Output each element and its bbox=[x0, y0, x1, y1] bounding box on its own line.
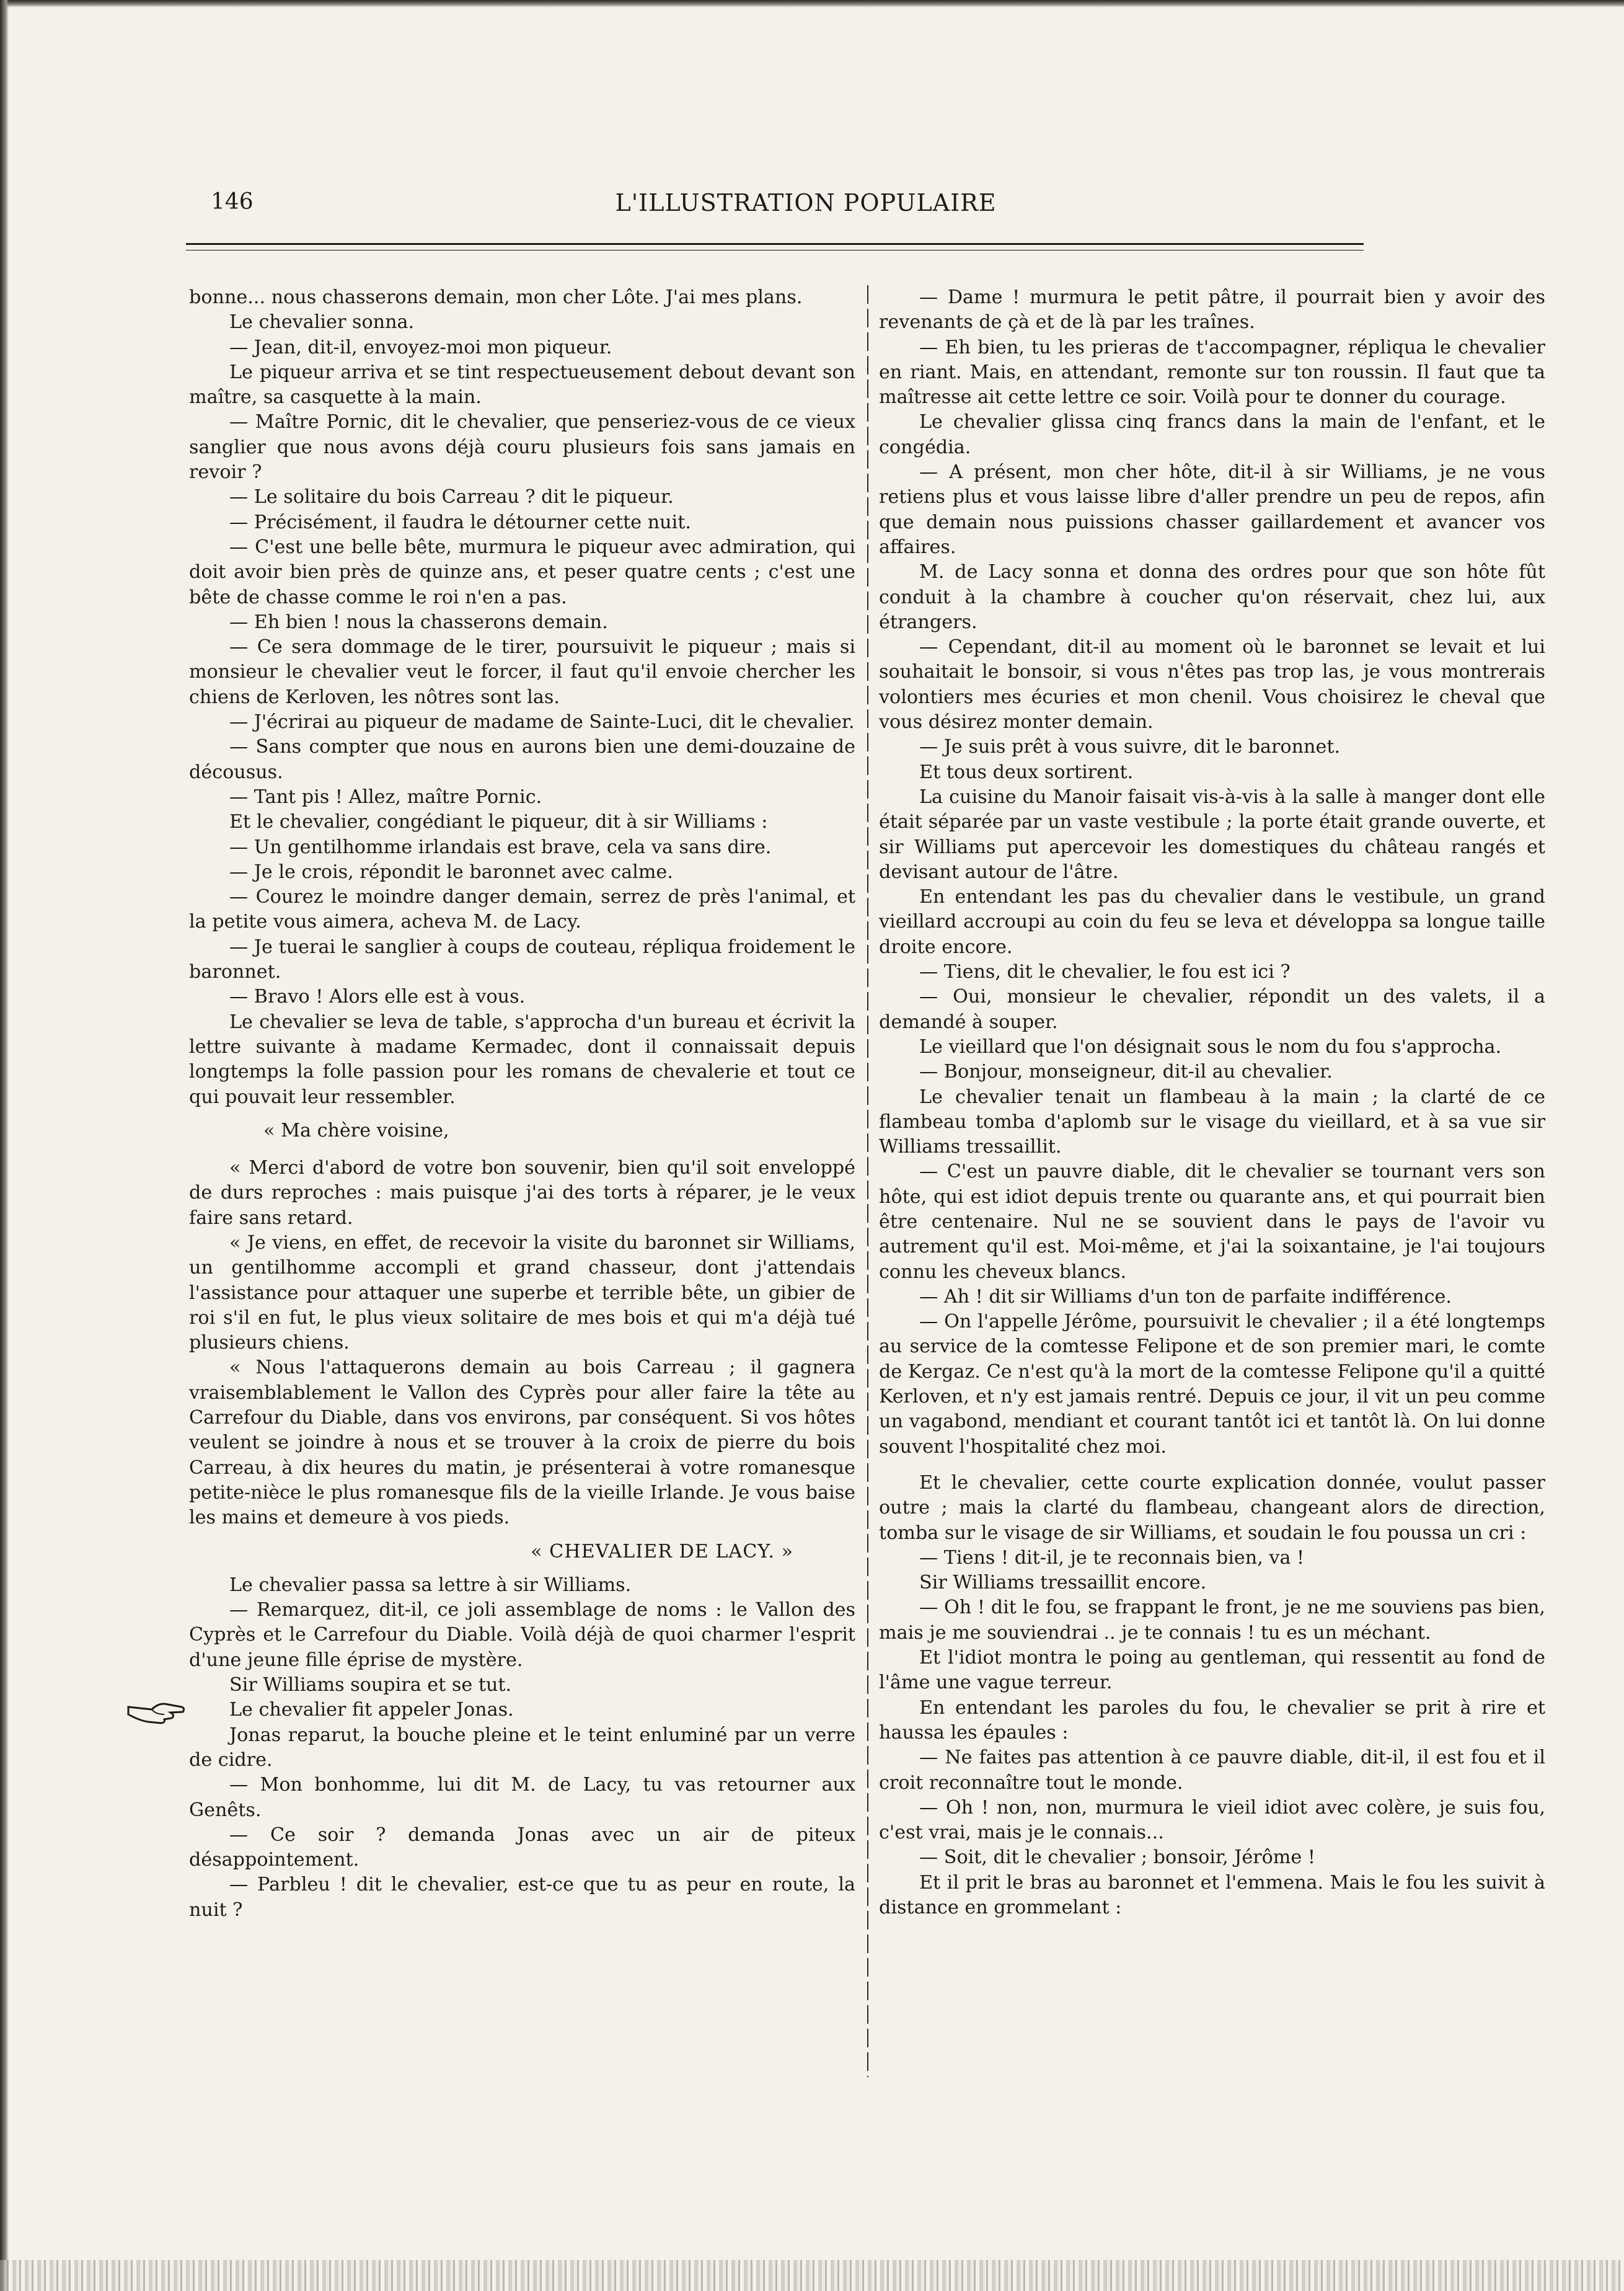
paragraph: — Eh bien ! nous la chasserons demain. bbox=[229, 611, 608, 633]
page-number: 146 bbox=[211, 189, 254, 215]
paragraph: — A présent, mon cher hôte, dit-il à sir Williams, je ne vous retiens plus et vous laisse libre d'aller prendre un peu de repos, afin que demain nous puissions chasser gaillardement et avancer vos affaires. bbox=[879, 461, 1545, 558]
paragraph: — Un gentilhomme irlandais est brave, cela va sans dire. bbox=[229, 836, 772, 858]
pointing-hand-icon bbox=[127, 1696, 186, 1727]
header-rule-thick bbox=[186, 243, 1364, 245]
paragraph: Sir Williams soupira et se tut. bbox=[229, 1674, 512, 1696]
paragraph: — C'est une belle bête, murmura le piqueur avec admiration, qui doit avoir bien près de quinze ans, et peser quatre cents ; c'est une bête de chasse comme le roi n'en a pas. bbox=[189, 536, 855, 608]
paragraph: — Mon bonhomme, lui dit M. de Lacy, tu vas retourner aux Genêts. bbox=[189, 1774, 855, 1821]
paragraph: — Le solitaire du bois Carreau ? dit le piqueur. bbox=[229, 486, 674, 508]
paragraph: — On l'appelle Jérôme, poursuivit le chevalier ; il a été longtemps au service de la comtesse Felipone et de son premier mari, le comte de Kergaz. Ce n'est qu'à la mort de la comtesse Felipone qu'il a quitté Kerloven, et n'y est jamais rentré. Depuis ce jour, il vit un peu comme un vagabond, mendiant et courant tantôt ici et tantôt là. On lui donne souvent l'hospitalité chez moi. bbox=[879, 1311, 1545, 1458]
paragraph: — Ah ! dit sir Williams d'un ton de parfaite indifférence. bbox=[919, 1285, 1452, 1308]
paragraph: Jonas reparut, la bouche pleine et le teint enluminé par un verre de cidre. bbox=[189, 1724, 855, 1771]
scan-edge-top bbox=[0, 0, 1624, 7]
paragraph: — Tiens ! dit-il, je te reconnais bien, va ! bbox=[919, 1546, 1305, 1569]
paragraph: — C'est un pauvre diable, dit le chevalier se tournant vers son hôte, qui est idiot depuis trente ou quarante ans, et qui pourrait bien être centenaire. Nul ne se souvient dans le pays de l'avoir vu autrement qu'il est. Moi-même, et j'ai la soixantaine, je l'ai toujours connu les cheveux blancs. bbox=[879, 1161, 1545, 1283]
paragraph: — Remarquez, dit-il, ce joli assemblage de noms : le Vallon des Cyprès et le Carrefour du Diable. Voilà déjà de quoi charmer l'esprit d'une jeune fille éprise de mystère. bbox=[189, 1599, 855, 1671]
paragraph: Le vieillard que l'on désignait sous le nom du fou s'approcha. bbox=[919, 1035, 1502, 1058]
paragraph: Et il prit le bras au baronnet et l'emmena. Mais le fou les suivit à distance en grommelant : bbox=[879, 1871, 1545, 1918]
letter-paragraph: « Je viens, en effet, de recevoir la visite du baronnet sir Williams, un gentilhomme accompli et grand chasseur, dont j'attendais l'assistance pour attaquer une superbe et terrible bête, un gibier de roi s'il en fut, le plus vieux solitaire de mes bois et qui m'a déjà tué plusieurs chiens. bbox=[189, 1231, 855, 1354]
paragraph: — Précisément, il faudra le détourner cette nuit. bbox=[229, 511, 692, 533]
running-title: L'ILLUSTRATION POPULAIRE bbox=[615, 189, 997, 216]
paragraph: Et le chevalier, congédiant le piqueur, dit à sir Williams : bbox=[229, 811, 768, 833]
scan-edge-left bbox=[0, 0, 9, 2291]
page-header bbox=[186, 189, 1426, 226]
paragraph: En entendant les pas du chevalier dans le vestibule, un grand vieillard accroupi au coin du feu se leva et développa sa longue taille droite encore. bbox=[879, 886, 1545, 958]
paragraph: — Tant pis ! Allez, maître Pornic. bbox=[229, 786, 542, 808]
paragraph: En entendant les paroles du fou, le chevalier se prit à rire et haussa les épaules : bbox=[879, 1696, 1545, 1744]
paragraph: Et tous deux sortirent. bbox=[919, 761, 1134, 783]
paragraph: — Oh ! dit le fou, se frappant le front, je ne me souviens pas bien, mais je me souviendrai .. je te connais ! tu es un méchant. bbox=[879, 1597, 1545, 1644]
paragraph: Et l'idiot montra le poing au gentleman, qui ressentit au fond de l'âme une vague terreur. bbox=[879, 1647, 1545, 1694]
paragraph: — Ce soir ? demanda Jonas avec un air de piteux désappointement. bbox=[189, 1823, 855, 1871]
scan-edge-bottom bbox=[0, 2260, 1624, 2291]
paragraph: — Soit, dit le chevalier ; bonsoir, Jérôme ! bbox=[919, 1846, 1316, 1869]
paragraph: — Bonjour, monseigneur, dit-il au chevalier. bbox=[919, 1061, 1333, 1083]
paragraph: Le chevalier passa sa lettre à sir Williams. bbox=[229, 1574, 632, 1596]
paragraph: — Tiens, dit le chevalier, le fou est ici ? bbox=[919, 961, 1291, 983]
letter-paragraph: « Merci d'abord de votre bon souvenir, bien qu'il soit enveloppé de durs reproches : mais puisque j'ai des torts à réparer, je le veux faire sans retard. bbox=[189, 1157, 855, 1229]
paragraph: — Dame ! murmura le petit pâtre, il pourrait bien y avoir des revenants de çà et de là par les traînes. bbox=[879, 286, 1545, 334]
paragraph: — J'écrirai au piqueur de madame de Sainte-Luci, dit le chevalier. bbox=[229, 711, 855, 733]
paragraph: Et le chevalier, cette courte explication donnée, voulut passer outre ; mais la clarté du flambeau, changeant alors de direction, tomba sur le visage de sir Williams, et soudain le fou poussa un cri : bbox=[879, 1471, 1545, 1544]
paragraph: Le chevalier se leva de table, s'approcha d'un bureau et écrivit la lettre suivante à madame Kermadec, dont il connaissait depuis longtemps la folle passion pour les romans de chevalerie et tout ce qui pouvait leur ressembler. bbox=[189, 1011, 855, 1108]
paragraph: — Jean, dit-il, envoyez-moi mon piqueur. bbox=[229, 336, 612, 358]
paragraph: — Je le crois, répondit le baronnet avec calme. bbox=[229, 861, 673, 883]
paragraph: — Parbleu ! dit le chevalier, est-ce que tu as peur en route, la nuit ? bbox=[189, 1874, 855, 1921]
paragraph: — Eh bien, tu les prieras de t'accompagner, répliqua le chevalier en riant. Mais, en attendant, remonte sur ton roussin. Il faut que ta maîtresse ait cette lettre ce soir. Voilà pour te donner du courage. bbox=[879, 336, 1545, 409]
right-column bbox=[879, 285, 1545, 1920]
letter-salutation: « Ma chère voisine, bbox=[263, 1119, 449, 1141]
paragraph: — Cependant, dit-il au moment où le baronnet se levait et lui souhaitait le bonsoir, si vous n'êtes pas trop las, je vous montrerais volontiers mes écuries et mon chenil. Vous choisirez le cheval que vous désirez monter demain. bbox=[879, 636, 1545, 733]
paragraph: — Ne faites pas attention à ce pauvre diable, dit-il, il est fou et il croit reconnaître tout le monde. bbox=[879, 1747, 1545, 1794]
paragraph: M. de Lacy sonna et donna des ordres pour que son hôte fût conduit à la chambre à coucher qu'on réservait, chez lui, aux étrangers. bbox=[879, 561, 1545, 633]
paragraph: — Maître Pornic, dit le chevalier, que penseriez-vous de ce vieux sanglier que nous avons déjà couru plusieurs fois sans jamais en revoir ? bbox=[189, 411, 855, 484]
paragraph: — Je tuerai le sanglier à coups de couteau, répliqua froidement le baronnet. bbox=[189, 936, 855, 983]
left-column bbox=[189, 285, 855, 1923]
paragraph: — Courez le moindre danger demain, serrez de près l'animal, et la petite vous aimera, acheva M. de Lacy. bbox=[189, 886, 855, 933]
letter-signature: « CHEVALIER DE LACY. » bbox=[531, 1540, 793, 1562]
paragraph: — Bravo ! Alors elle est à vous. bbox=[229, 986, 526, 1008]
paragraph: Le chevalier fit appeler Jonas. bbox=[229, 1699, 514, 1721]
paragraph: Le chevalier glissa cinq francs dans la main de l'enfant, et le congédia. bbox=[879, 411, 1545, 458]
column-divider bbox=[867, 285, 868, 2077]
paragraph: La cuisine du Manoir faisait vis-à-vis à la salle à manger dont elle était séparée par un vaste vestibule ; la porte était grande ouverte, et sir Williams put apercevoir les domestiques du château rangés et devisant autour de l'âtre. bbox=[879, 786, 1545, 883]
paragraph: — Oui, monsieur le chevalier, répondit un des valets, il a demandé à souper. bbox=[879, 986, 1545, 1033]
paragraph: — Je suis prêt à vous suivre, dit le baronnet. bbox=[919, 736, 1341, 758]
paragraph: — Oh ! non, non, murmura le vieil idiot avec colère, je suis fou, c'est vrai, mais je le connais... bbox=[879, 1796, 1545, 1844]
letter-paragraph: « Nous l'attaquerons demain au bois Carreau ; il gagnera vraisemblablement le Vallon des Cyprès pour aller faire la tête au Carrefour du Diable, dans vos environs, par conséquent. Si vos hôtes veulent se joindre à nous et se trouver à la croix de pierre du bois Carreau, à dix heures du matin, je présenterai à votre romanesque petite-nièce le plus romanesque fils de la vieille Irlande. Je vous baise les mains et demeure à vos pieds. bbox=[189, 1357, 855, 1529]
paragraph: Le piqueur arriva et se tint respectueusement debout devant son maître, sa casquette à la main. bbox=[189, 361, 855, 409]
paragraph: Le chevalier tenait un flambeau à la main ; la clarté de ce flambeau tomba d'aplomb sur le visage du vieillard, et à sa vue sir Williams tressaillit. bbox=[879, 1086, 1545, 1158]
paragraph: Sir Williams tressaillit encore. bbox=[919, 1572, 1207, 1594]
paragraph: — Ce sera dommage de le tirer, poursuivit le piqueur ; mais si monsieur le chevalier veut le forcer, il faut qu'il envoie chercher les chiens de Kerloven, les nôtres sont las. bbox=[189, 636, 855, 708]
paragraph: bonne... nous chasserons demain, mon cher Lôte. J'ai mes plans. bbox=[189, 286, 803, 308]
paragraph: Le chevalier sonna. bbox=[229, 311, 415, 334]
paragraph: — Sans compter que nous en aurons bien une demi-douzaine de décousus. bbox=[189, 736, 855, 783]
